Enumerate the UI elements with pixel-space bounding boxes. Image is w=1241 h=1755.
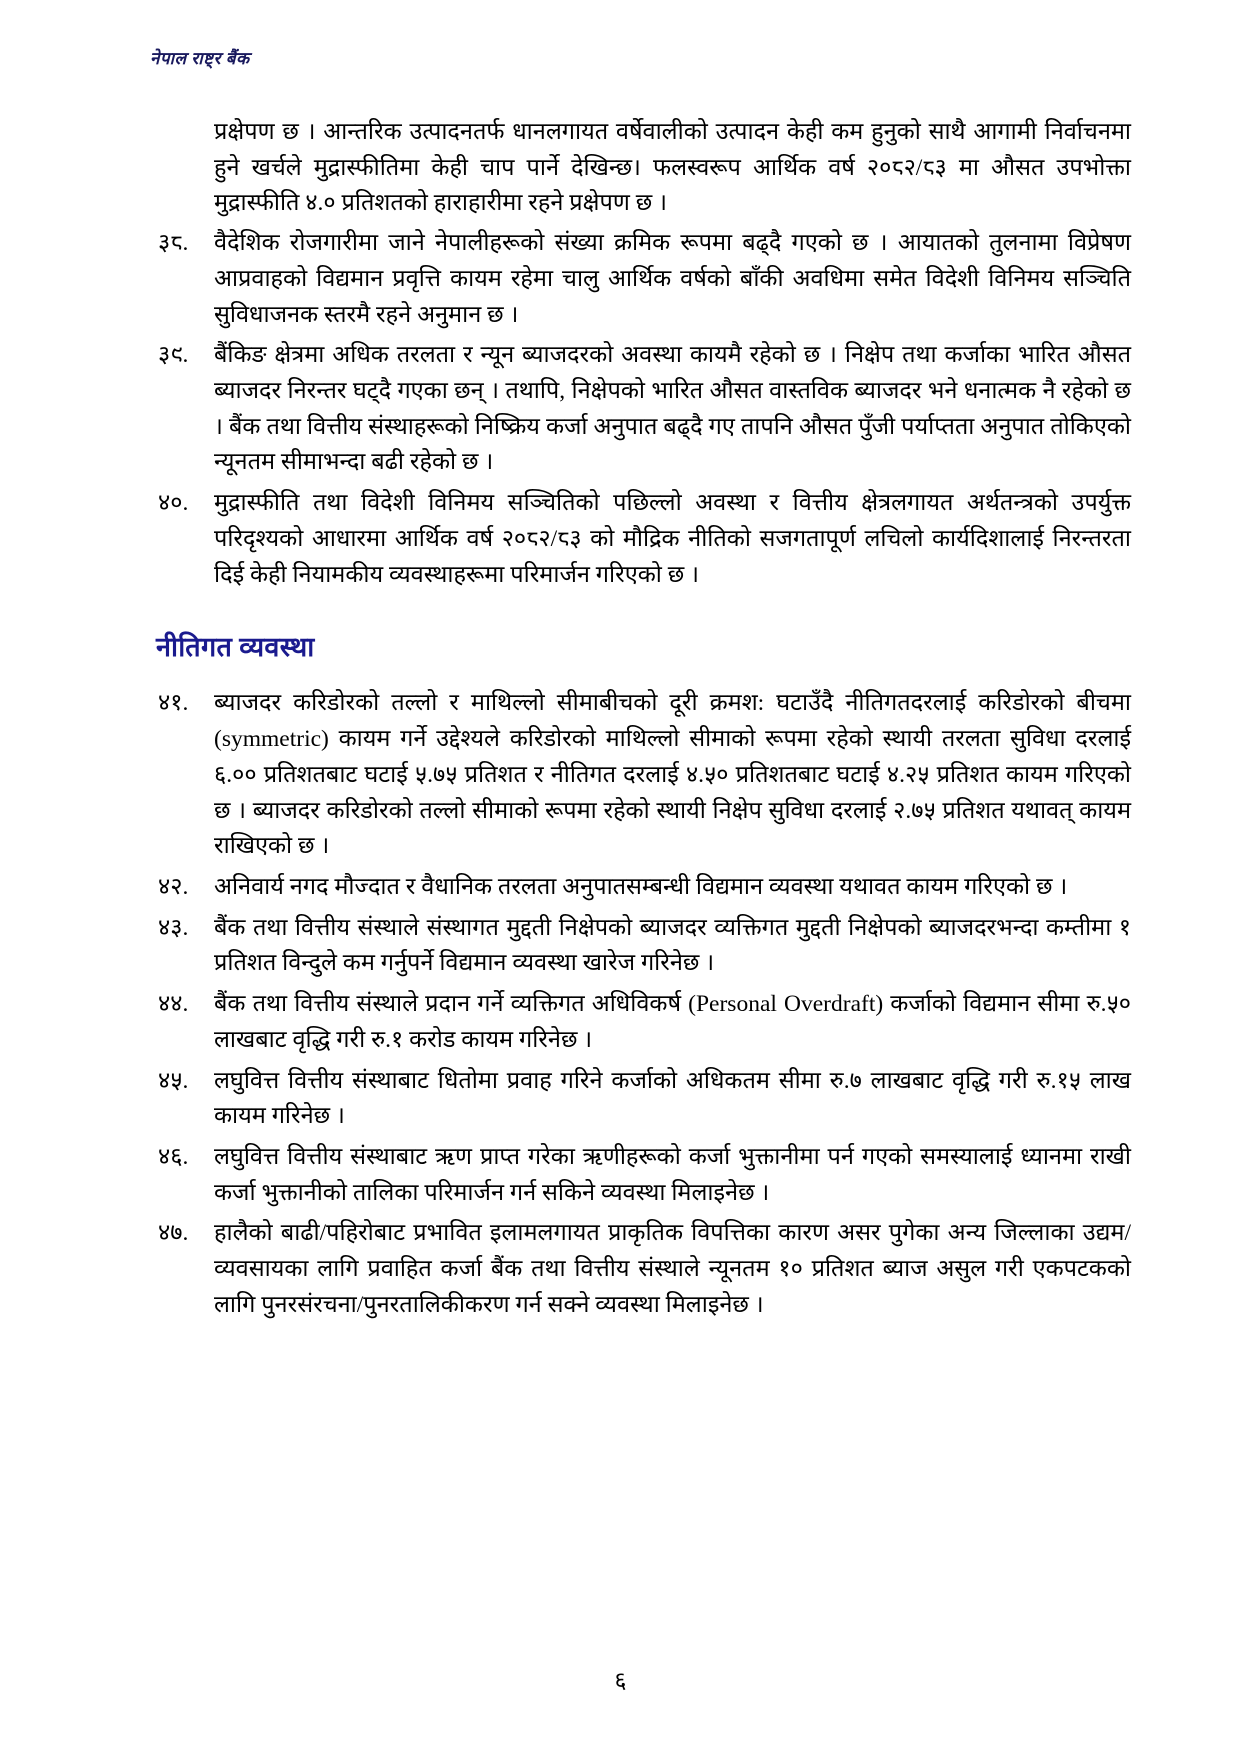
list-item <box>156 1216 1131 1323</box>
list-item-text: बैंकिङ क्षेत्रमा अधिक तरलता र न्यून ब्याजदरको अवस्था कायमै रहेको छ । निक्षेप तथा कर्जाका भारित औसत ब्याजदर निरन्तर घट्दै गएका छन् । तथापि, निक्षेपको भारित औसत वास्तविक ब्याजदर भने धनात्मक नै रहेको छ । बैंक तथा वित्तीय संस्थाहरूको निष्क्रिय कर्जा अनुपात बढ्दै गए तापनि औसत पुँजी पर्याप्तता अनुपात तोकिएको न्यूनतम सीमाभन्दा बढी रहेको छ । <box>214 342 1131 476</box>
list-item-text: ब्याजदर करिडोरको तल्लो र माथिल्लो सीमाबीचको दूरी क्रमश: घटाउँदै नीतिगतदरलाई करिडोरको बीचमा (symmetric) कायम गर्ने उद्देश्यले करिडोरको माथिल्लो सीमाको रूपमा रहेको स्थायी तरलता सुविधा दरलाई ६.०० प्रतिशतबाट घटाई ५.७५ प्रतिशत र नीतिगत दरलाई ४.५० प्रतिशतबाट घटाई ४.२५ प्रतिशत कायम गरिएको छ । ब्याजदर करिडोरको तल्लो सीमाको रूपमा रहेको स्थायी निक्षेप सुविधा दरलाई २.७५ प्रतिशत यथावत् कायम राखिएको छ । <box>214 690 1131 860</box>
list-item <box>156 1064 1131 1135</box>
list-item <box>156 911 1131 982</box>
list-item-text: वैदेशिक रोजगारीमा जाने नेपालीहरूको संख्या क्रमिक रूपमा बढ्दै गएको छ । आयातको तुलनामा विप्रेषण आप्रवाहको विद्यमान प्रवृत्ति कायम रहेमा चालु आर्थिक वर्षको बाँकी अवधिमा समेत विदेशी विनिमय सञ्चिति सुविधाजनक स्तरमै रहने अनुमान छ । <box>214 230 1131 328</box>
list-item-number: ४२. <box>158 873 189 900</box>
list-item <box>156 1140 1131 1211</box>
list-item-text: लघुवित्त वित्तीय संस्थाबाट ऋण प्राप्त गरेका ऋणीहरूको कर्जा भुक्तानीमा पर्न गएको समस्यालाई ध्यानमा राखी कर्जा भुक्तानीको तालिका परिमार्जन गर्न सकिने व्यवस्था मिलाइनेछ । <box>214 1143 1131 1206</box>
list-item <box>156 987 1131 1058</box>
list-item <box>156 338 1131 481</box>
section-heading-policy-provisions: नीतिगत व्यवस्था <box>156 632 315 663</box>
list-item-number: ४३. <box>158 914 189 941</box>
list-item-number: ४०. <box>158 490 189 517</box>
list-item-number: ३९. <box>158 342 189 369</box>
list-item-text: अनिवार्य नगद मौज्दात र वैधानिक तरलता अनुपातसम्बन्धी विद्यमान व्यवस्था यथावत कायम गरिएको छ । <box>214 873 1068 900</box>
list-item-text: लघुवित्त वित्तीय संस्थाबाट धितोमा प्रवाह गरिने कर्जाको अधिकतम सीमा रु.७ लाखबाट वृद्धि गरी रु.१५ लाख कायम गरिनेछ । <box>214 1067 1131 1130</box>
list-item-number: ४१. <box>158 690 189 717</box>
page-content <box>156 115 1131 1324</box>
list-item-text: बैंक तथा वित्तीय संस्थाले प्रदान गर्ने व्यक्तिगत अधिविकर्ष (Personal Overdraft) कर्जाको विद्यमान सीमा रु.५० लाखबाट वृद्धि गरी रु.१ करोड कायम गरिनेछ । <box>214 991 1131 1053</box>
list-item-number: ४४. <box>158 991 189 1018</box>
list-item-number: ४६. <box>158 1143 189 1170</box>
list-item-number: ३८. <box>158 230 189 257</box>
list-item-text: बैंक तथा वित्तीय संस्थाले संस्थागत मुद्दती निक्षेपको ब्याजदर व्यक्तिगत मुद्दती निक्षेपको ब्याजदरभन्दा कम्तीमा १ प्रतिशत विन्दुले कम गर्नुपर्ने विद्यमान व्यवस्था खारेज गरिनेछ । <box>214 914 1131 977</box>
list-item <box>156 686 1131 865</box>
list-item <box>156 486 1131 593</box>
continuation-paragraph: प्रक्षेपण छ । आन्तरिक उत्पादनतर्फ धानलगायत वर्षेवालीको उत्पादन केही कम हुनुको साथै आगामी निर्वाचनमा हुने खर्चले मुद्रास्फीतिमा केही चाप पार्ने देखिन्छ। फलस्वरूप आर्थिक वर्ष २०८२/८३ मा औसत उपभोक्ता मुद्रास्फीति ४.० प्रतिशतको हाराहारीमा रहने प्रक्षेपण छ । <box>214 119 1131 217</box>
list-item <box>156 226 1131 333</box>
list-item <box>156 870 1131 906</box>
list-item-number: ४७. <box>158 1220 189 1247</box>
list-item-text: हालैको बाढी/पहिरोबाट प्रभावित इलामलगायत प्राकृतिक विपत्तिका कारण असर पुगेका अन्य जिल्लाका उद्यम/व्यवसायका लागि प्रवाहित कर्जा बैंक तथा वित्तीय संस्थाले न्यूनतम १० प्रतिशत ब्याज असुल गरी एकपटकको लागि पुनरसंरचना/पुनरतालिकीकरण गर्न सक्ने व्यवस्था मिलाइनेछ । <box>214 1220 1131 1318</box>
page-header-organization: नेपाल राष्ट्र बैंक <box>150 49 250 68</box>
list-item-number: ४५. <box>158 1067 189 1094</box>
page-number: ६ <box>614 1668 627 1693</box>
list-item-text: मुद्रास्फीति तथा विदेशी विनिमय सञ्चितिको पछिल्लो अवस्था र वित्तीय क्षेत्रलगायत अर्थतन्त्रको उपर्युक्त परिदृश्यको आधारमा आर्थिक वर्ष २०८२/८३ को मौद्रिक नीतिको सजगतापूर्ण लचिलो कार्यदिशालाई निरन्तरता दिई केही नियामकीय व्यवस्थाहरूमा परिमार्जन गरिएको छ । <box>214 490 1131 588</box>
